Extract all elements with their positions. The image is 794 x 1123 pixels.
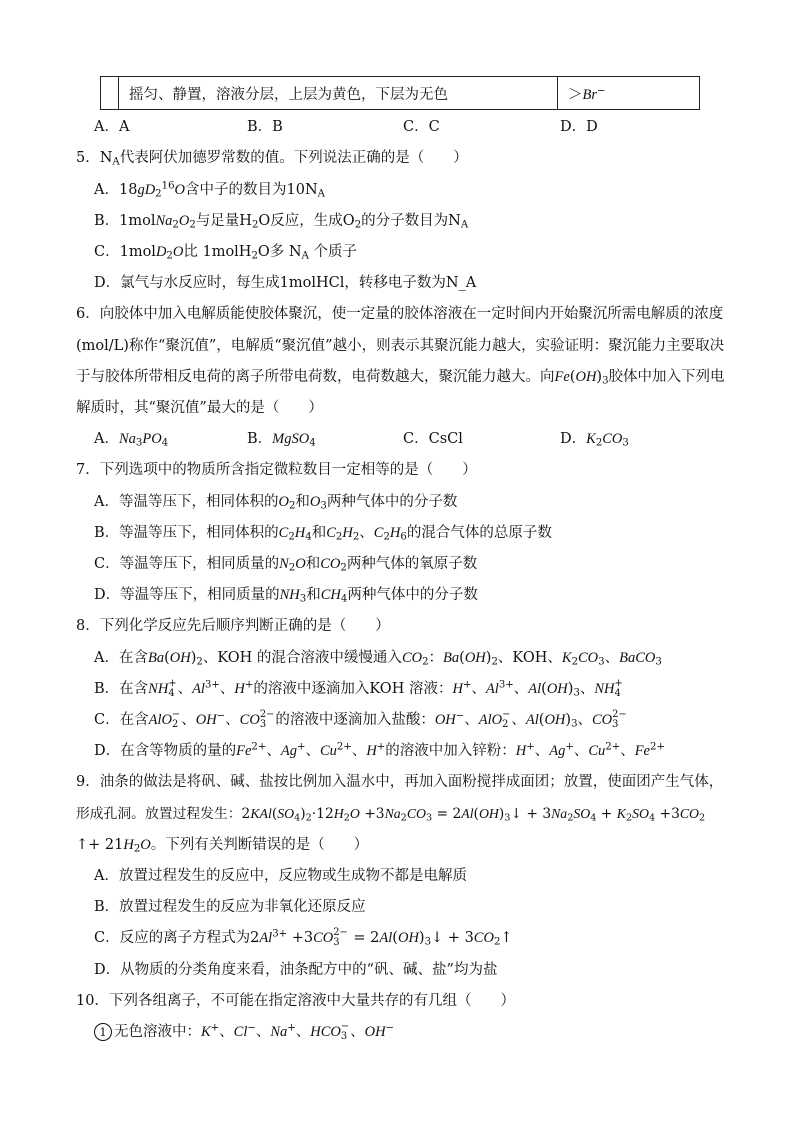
q5-option-b: B．$1molNa_2O_2$与足量$H_2O$反应，生成$O_2$的分子数目为$N_A$ [94, 213, 469, 231]
table-cell-conclusion: ＞Br− [558, 77, 700, 110]
q9-line-2: 形成孔洞。放置过程发生：$2KAl(SO_4)_2\cdot 12H_2O +3Na_2CO_3$ = $2Al(OH)_3↓ + 3Na_2SO_4 + K_2SO_4 +3CO_2$ [76, 806, 706, 824]
q9-option-c: C．反应的离子方程式为$2Al^{3+} +3CO$ 2− 3 = $2Al(OH)_3↓$ + $3CO_2↑$ [94, 927, 513, 948]
q8-option-d: D．在含等物质的量的$Fe^{2+}$、Ag+、$Cu^{2+}$、H+的溶液中加入锌粉：H+、Ag+、$Cu^{2+}$、$Fe^{2+}$ [94, 741, 665, 759]
q6-option-d: D．$K_2CO_3$ [560, 431, 629, 449]
q8-option-a: A．在含$Ba(OH)_2$、KOH 的混合溶液中缓慢通入$CO_2$：$Ba(OH)_2$、KOH、$K_2CO_3$、BaCO$_3$ [94, 650, 662, 668]
q9-option-d: D．从物质的分类角度来看，油条配方中的“矾、碱、盐”均为盐 [94, 962, 498, 978]
q6-line-2: (mol/L)称作“聚沉值”，电解质“聚沉值”越小，则表示其聚沉能力越大，实验证明：聚沉能力主要取决 [76, 338, 725, 354]
q4-option-c: C．C [403, 119, 440, 135]
q4-option-b: B．B [247, 119, 283, 135]
q9-option-a: A．放置过程发生的反应中，反应物或生成物不都是电解质 [94, 868, 467, 884]
q6-option-c: C．CsCl [403, 431, 463, 447]
q8-stem: 8．下列化学反应先后顺序判断正确的是（ ） [76, 618, 390, 634]
q7-option-b: B．等温等压下，相同体积的$C_2H_4$和$C_2H_2$、$C_2H_6$的混合气体的总原子数 [94, 525, 552, 543]
q5-option-d: D．氯气与水反应时，每生成1molHCl，转移电子数为N_A [94, 275, 477, 291]
q6-line-4: 解质时，其“聚沉值”最大的是（ ） [76, 400, 323, 416]
q6-option-a: A．$Na_3PO_4$ [94, 431, 169, 449]
q7-option-c: C．等温等压下，相同质量的$N_2O$和$CO_2$两种气体的氧原子数 [94, 556, 478, 574]
q4-option-d: D．D [560, 119, 598, 135]
q5-stem: 5．$N_A$代表阿伏加德罗常数的值。下列说法正确的是（ ） [76, 150, 468, 168]
q10-stem: 10．下列各组离子，不可能在指定溶液中大量共存的有几组（ ） [76, 993, 515, 1009]
answer-table [100, 76, 700, 110]
q8-option-b: B．在含NH + 4 、$Al^{3+}$、H+的溶液中逐滴加入KOH 溶液：H+、$Al^{3+}$、$Al(OH)_3$、NH + 4 [94, 678, 623, 699]
table-cell-operation: 摇匀、静置，溶液分层，上层为黄色，下层为无色 [119, 77, 558, 110]
q6-line-1: 6．向胶体中加入电解质能使胶体聚沉，使一定量的胶体溶液在一定时间内开始聚沉所需电解质的浓度 [76, 306, 724, 322]
table-row [101, 77, 700, 110]
q9-line-3: ↑+ $21H_2O$。下列有关判断错误的是（ ） [76, 837, 369, 855]
q5-option-a: A．$18gD_2^{16}O$含中子的数目为$10N_A$ [94, 180, 325, 200]
q4-option-a: A．A [94, 119, 130, 135]
q9-option-b: B．放置过程发生的反应为非氧化还原反应 [94, 899, 366, 915]
q6-option-b: B．MgSO$_4$ [247, 431, 316, 449]
q7-option-d: D．等温等压下，相同质量的$NH_3$和$CH_4$两种气体中的分子数 [94, 587, 478, 605]
q5-option-c: C．1molD$_2$O比 1molH$_2$O多 $N_A$ 个质子 [94, 244, 358, 262]
q8-option-c: C．在含AlO − 2 、OH−、CO 2− 3 的溶液中逐滴加入盐酸：OH−、AlO − 2 、$Al(OH)_3$、CO 2− 3 [94, 709, 627, 730]
q9-line-1: 9．油条的做法是将矾、碱、盐按比例加入温水中，再加入面粉搅拌成面团；放置，使面团产生气体， [76, 774, 724, 790]
q10-item-1: 1 无色溶液中：K+、Cl−、Na+、HCO − 3 、OH− [94, 1022, 394, 1042]
q7-option-a: A．等温等压下，相同体积的$O_2$和$O_3$两种气体中的分子数 [94, 494, 458, 512]
table-cell-blank [101, 77, 119, 110]
q6-line-3: 于与胶体所带相反电荷的离子所带电荷数，电荷数越大，聚沉能力越大。向$Fe(OH)_3$胶体中加入下列电 [76, 369, 725, 387]
q7-stem: 7．下列选项中的物质所含指定微粒数目一定相等的是（ ） [76, 462, 477, 478]
circled-number-1-icon: 1 [94, 1023, 112, 1041]
